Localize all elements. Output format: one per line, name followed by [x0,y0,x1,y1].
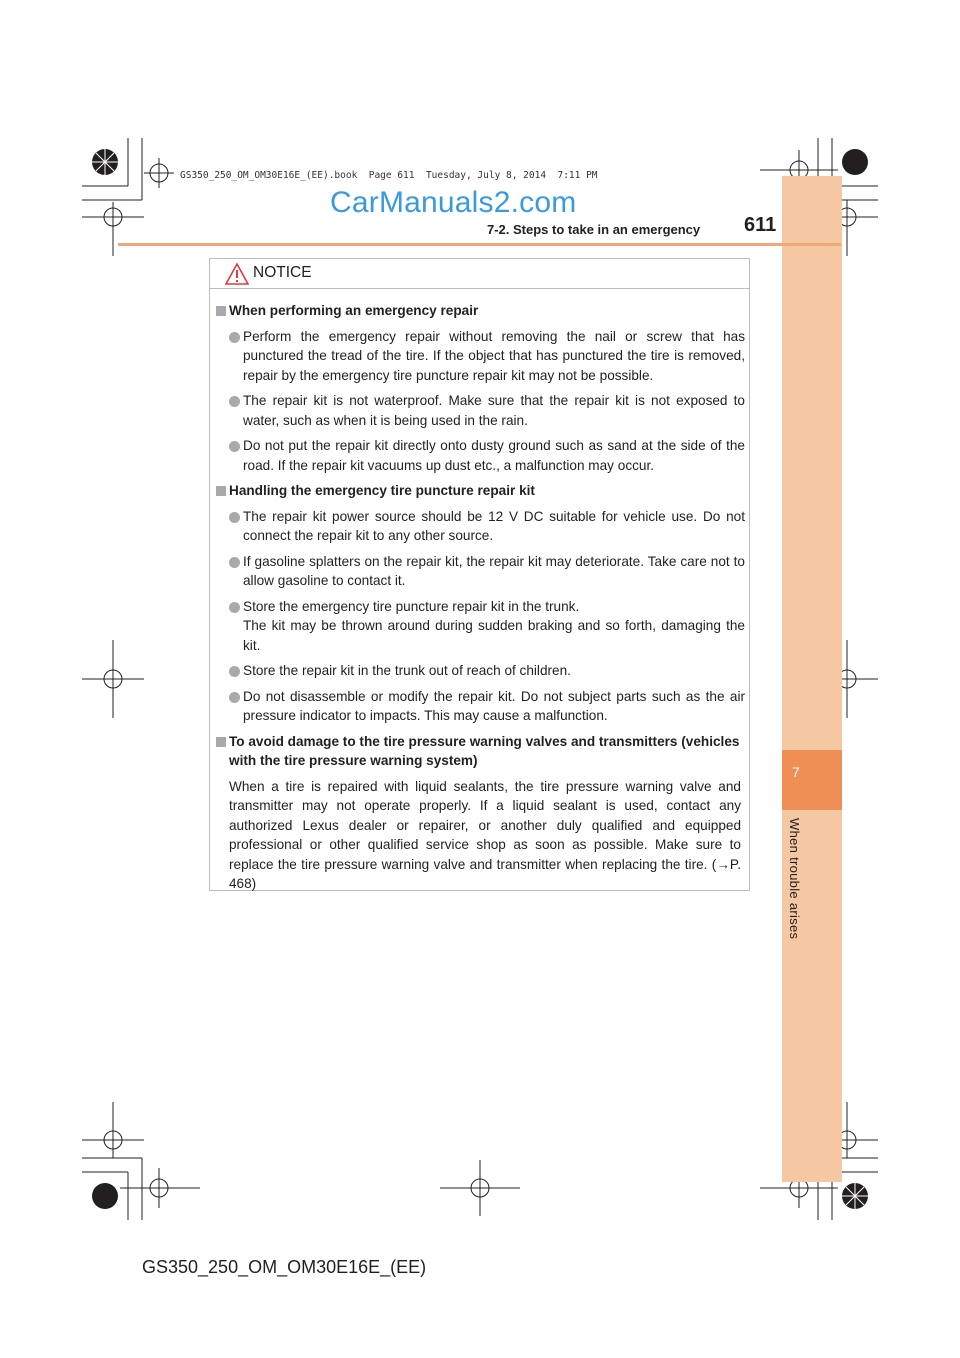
section-paragraph: When a tire is repaired with liquid sealants, the tire pressure warning valve and transmitter may not operate properly. If a liquid sealant is used, contact any authorized Lexus dealer or repairer, or another duly qualified and equipped professional or other qualified service shop as soon as possible. Make sure to replace the tire pressure warning valve and transmitter when replacing the tire. (→P. 468) [229,778,741,891]
page-number: 611 [744,214,777,236]
list-item: Store the repair kit in the trunk out of reach of children. [210,661,751,681]
square-bullet-icon [216,737,226,747]
round-bullet-icon [229,441,240,452]
notice-content [210,301,751,894]
header-rule [118,243,841,246]
round-bullet-icon [229,512,240,523]
list-item: Perform the emergency repair without removing the nail or screw that has punctured the tread of the tire. If the object that has punctured the tire is removed, repair by the emergency tire puncture repair kit may not be possible. [210,327,751,386]
notice-label: NOTICE [253,264,312,281]
chapter-number: 7 [792,764,800,780]
notice-box [209,258,750,891]
round-bullet-icon [229,332,240,343]
list-item: Store the emergency tire puncture repair kit in the trunk. The kit may be thrown around during sudden braking and so forth, damaging the kit. [210,597,751,656]
notice-header [210,259,749,289]
list-item: If gasoline splatters on the repair kit, the repair kit may deteriorate. Take care not to allow gasoline to contact it. [210,552,751,591]
section-heading: When performing an emergency repair [210,301,745,321]
chapter-number-tab [782,750,842,810]
list-item: Do not disassemble or modify the repair kit. Do not subject parts such as the air pressure indicator to impacts. This may cause a malfunction. [210,687,751,726]
section-title: 7-2. Steps to take in an emergency [487,222,701,237]
warning-triangle-icon [225,263,249,285]
book-stamp: GS350_250_OM_OM30E16E_(EE).book Page 611 Tuesday, July 8, 2014 7:11 PM [180,170,598,181]
chapter-title: When trouble arises [787,818,802,940]
round-bullet-icon [229,602,240,613]
round-bullet-icon [229,666,240,677]
round-bullet-icon [229,396,240,407]
section-heading: To avoid damage to the tire pressure warning valves and transmitters (vehicles with the tire pressure warning system) [210,732,745,771]
list-item: Do not put the repair kit directly onto dusty ground such as sand at the side of the road. If the repair kit vacuums up dust etc., a malfunction may occur. [210,436,751,475]
square-bullet-icon [216,486,226,496]
round-bullet-icon [229,692,240,703]
list-item: The repair kit is not waterproof. Make sure that the repair kit is not exposed to water, such as when it is being used in the rain. [210,391,751,430]
footer-code: GS350_250_OM_OM30E16E_(EE) [142,1257,427,1277]
round-bullet-icon [229,557,240,568]
square-bullet-icon [216,306,226,316]
chapter-side-tab [782,176,842,1182]
watermark: CarManuals2.com [330,186,577,219]
list-item: The repair kit power source should be 12 V DC suitable for vehicle use. Do not connect the repair kit to any other source. [210,507,751,546]
section-heading: Handling the emergency tire puncture repair kit [210,481,745,501]
